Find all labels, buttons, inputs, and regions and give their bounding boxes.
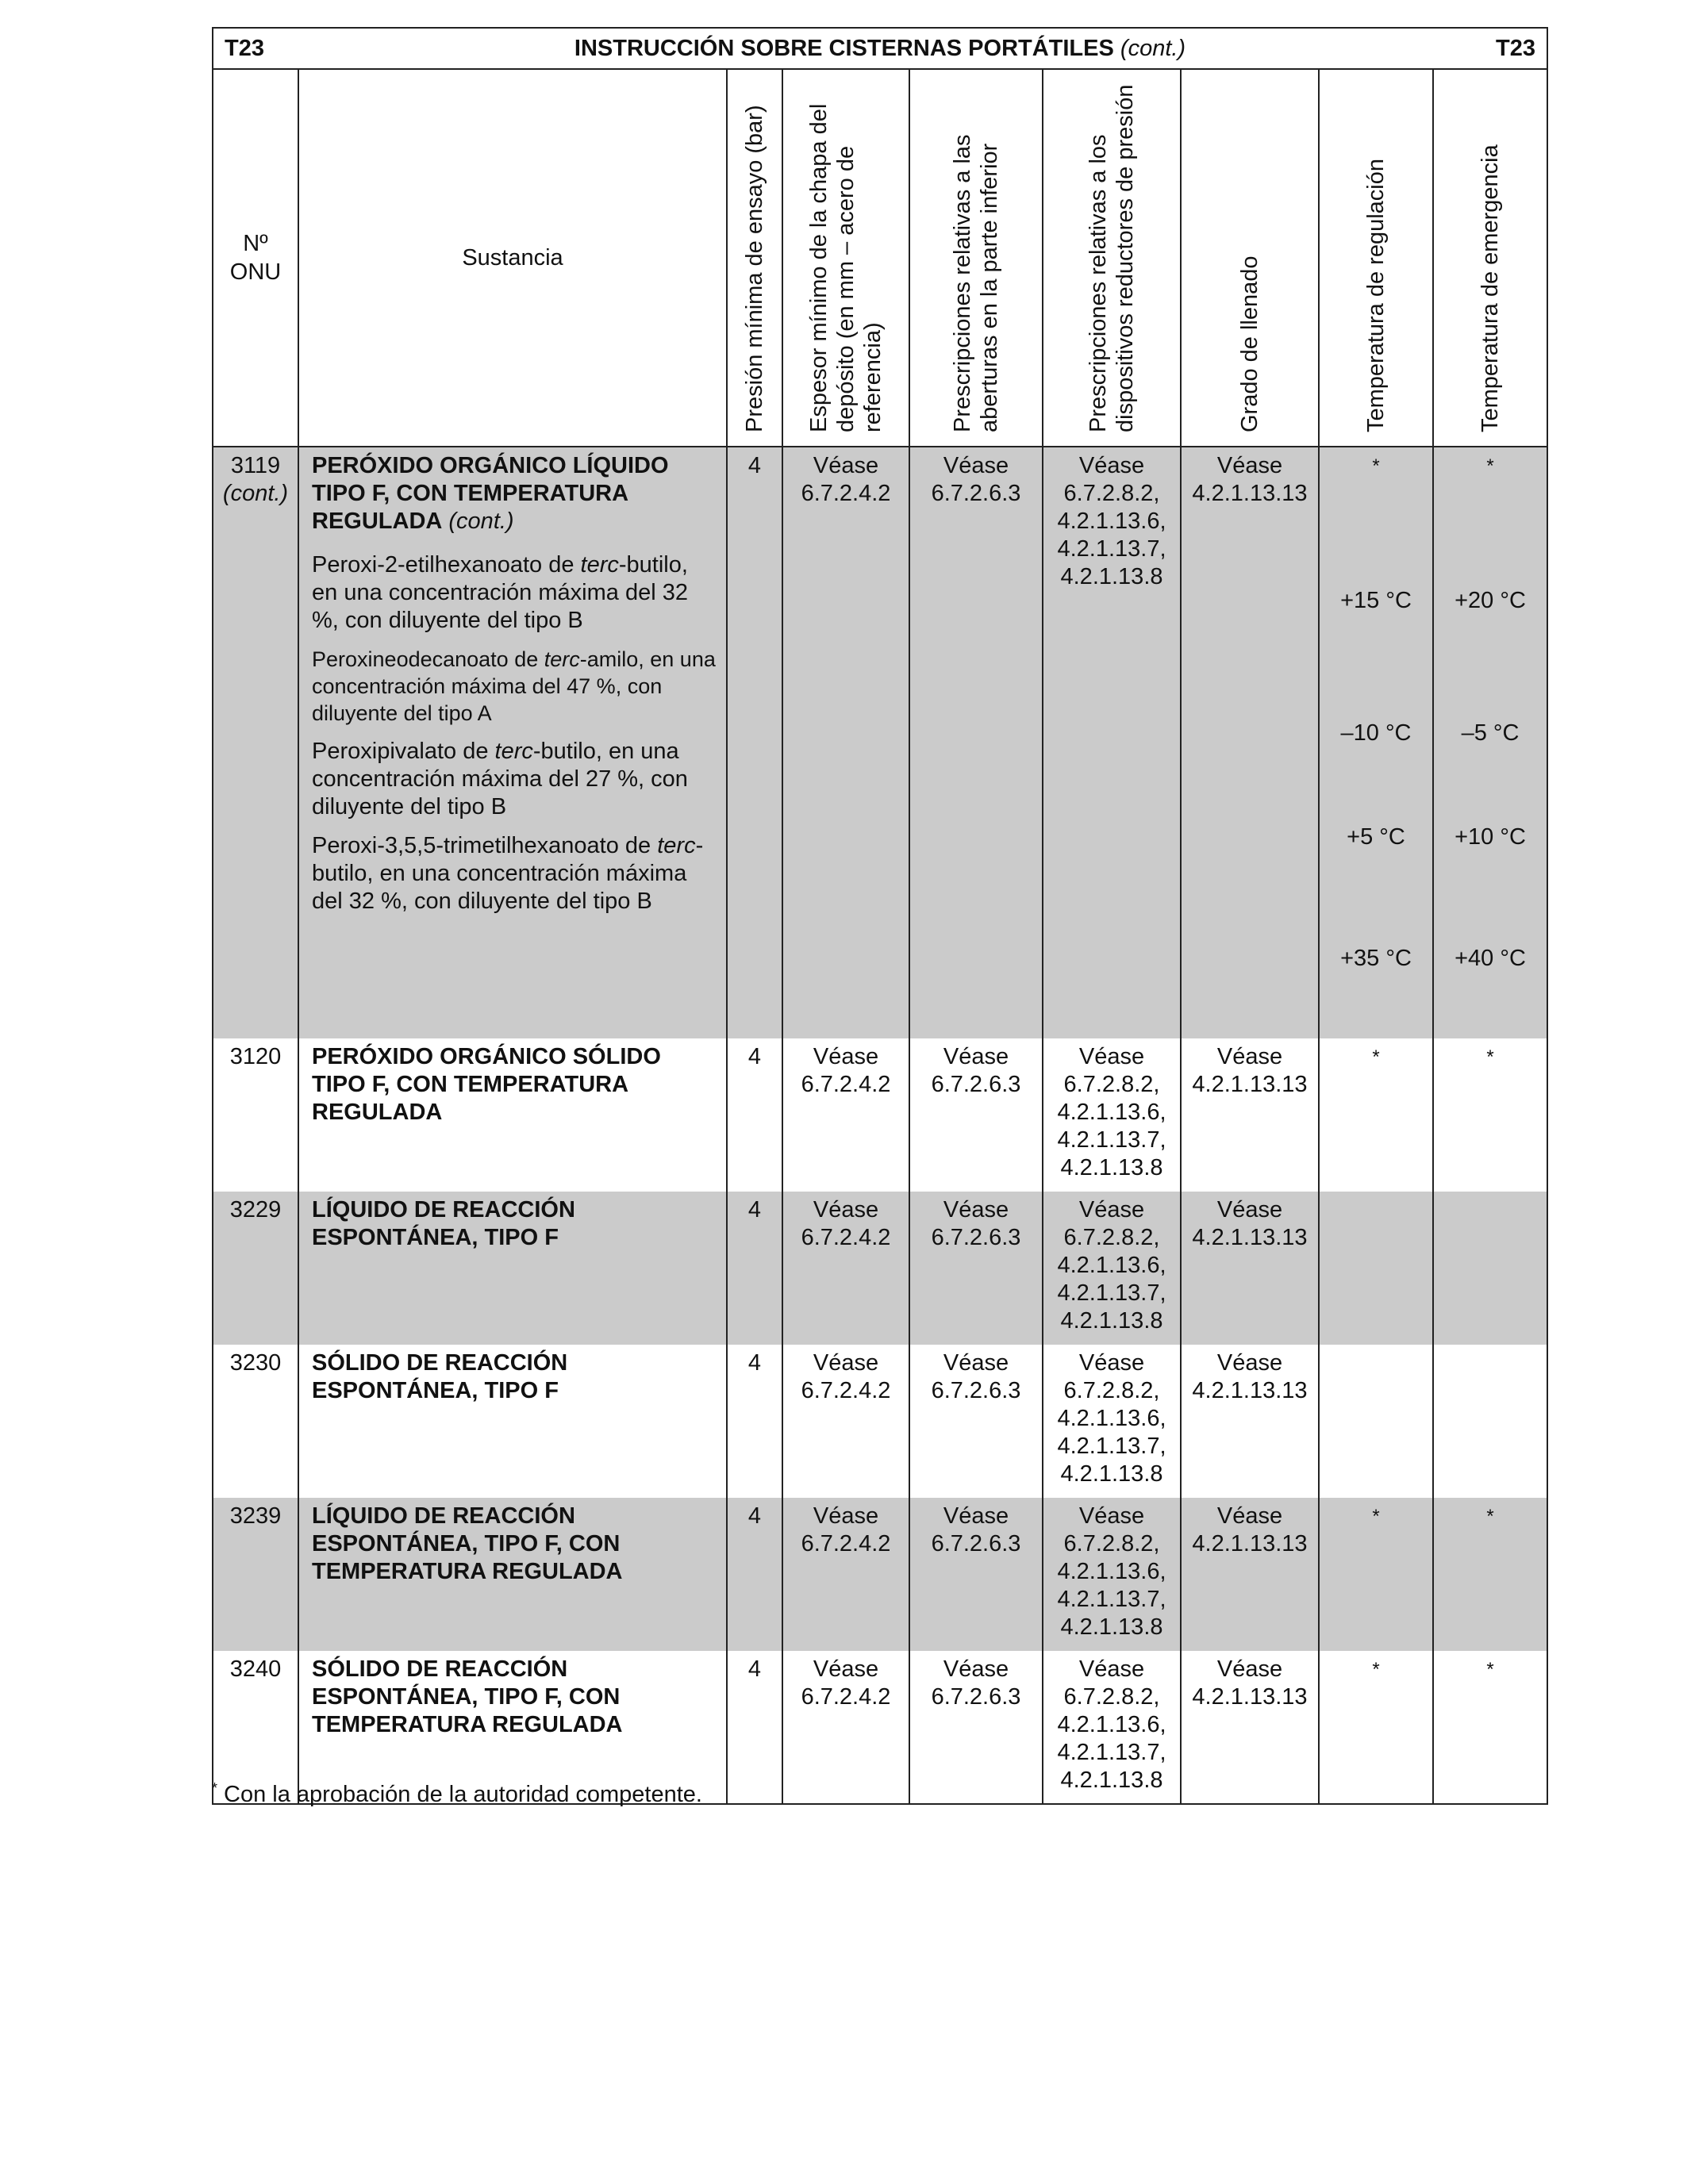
emergency-temp-sub: +10 °C [1455, 824, 1526, 850]
emergency-temp-cell [1433, 1192, 1547, 1345]
tank-instruction-table [212, 27, 1548, 1805]
thickness-cell: Véase 6.7.2.4.2 [782, 1498, 909, 1651]
header-thickness [782, 69, 909, 447]
table-title-cont: (cont.) [1120, 35, 1186, 61]
title-right-code: T23 [1496, 35, 1535, 61]
pressure-relief-cell: Véase 6.7.2.8.2, 4.2.1.13.6, 4.2.1.13.7, 4.2.1.13.8 [1043, 1498, 1181, 1651]
control-temp-cell [1319, 1498, 1433, 1651]
emergency-temp-main: * [1486, 1046, 1494, 1068]
filling-degree-cell: Véase 4.2.1.13.13 [1181, 1345, 1319, 1498]
table-title [575, 36, 1186, 62]
sub-entry: Peroxi-2-etilhexanoato de terc-butilo, en una concentración máxima del 32 %, con diluyente del tipo B [312, 552, 688, 633]
header-pressure [727, 69, 782, 447]
emergency-temp-sub: +20 °C [1455, 588, 1526, 613]
header-pressure-relief [1043, 69, 1181, 447]
header-un-line1: Nº [243, 231, 268, 256]
pressure-relief-cell: Véase 6.7.2.8.2, 4.2.1.13.6, 4.2.1.13.7, 4.2.1.13.8 [1043, 1345, 1181, 1498]
un-number: 3239 [229, 1503, 282, 1529]
control-temp-sub: –10 °C [1340, 720, 1412, 746]
table-row [213, 1192, 1547, 1345]
control-temp-main: * [1372, 1046, 1380, 1068]
un-number-cell [213, 1192, 298, 1345]
table-title-text: INSTRUCCIÓN SOBRE CISTERNAS PORTÁTILES [574, 35, 1114, 61]
substance-cell [298, 1498, 727, 1651]
bottom-openings-cell: Véase 6.7.2.6.3 [909, 1345, 1043, 1498]
un-number: 3229 [229, 1197, 282, 1223]
filling-degree-cell: Véase 4.2.1.13.13 [1181, 1498, 1319, 1651]
pressure-cell: 4 [727, 1498, 782, 1651]
header-bottom-openings [909, 69, 1043, 447]
substance-name: LÍQUIDO DE REACCIÓN ESPONTÁNEA, TIPO F [312, 1197, 575, 1250]
substance-name-cont: (cont.) [442, 509, 514, 534]
sub-entry: Peroxineodecanoato de terc-amilo, en una concentración máxima del 47 %, con diluyente del tipo A [312, 647, 716, 725]
sub-entry-italic: terc [544, 647, 580, 671]
emergency-temp-cell [1433, 1038, 1547, 1192]
table-row [213, 1498, 1547, 1651]
substance-cell [298, 1038, 727, 1192]
table-body [213, 447, 1547, 1804]
header-control-text: Temperatura de regulación [1363, 159, 1389, 432]
un-number: 3240 [229, 1656, 282, 1682]
substance-cell [298, 447, 727, 1038]
header-emergency-temp [1433, 69, 1547, 447]
substance-name: LÍQUIDO DE REACCIÓN ESPONTÁNEA, TIPO F, CON TEMPERATURA REGULADA [312, 1503, 623, 1584]
header-un-number [213, 69, 298, 447]
header-emergency-text: Temperatura de emergencia [1478, 144, 1503, 432]
header-substance: Sustancia [298, 69, 727, 447]
substance-name: SÓLIDO DE REACCIÓN ESPONTÁNEA, TIPO F [312, 1350, 568, 1403]
filling-degree-cell: Véase 4.2.1.13.13 [1181, 1651, 1319, 1804]
emergency-temp-main: * [1486, 1506, 1494, 1527]
pressure-relief-cell: Véase 6.7.2.8.2, 4.2.1.13.6, 4.2.1.13.7, 4.2.1.13.8 [1043, 1038, 1181, 1192]
header-thickness-text: Espesor mínimo de la chapa del depósito (en mm – acero de referencia) [806, 103, 886, 432]
control-temp-main: * [1372, 1659, 1380, 1680]
substance-name: PERÓXIDO ORGÁNICO SÓLIDO TIPO F, CON TEMPERATURA REGULADA [312, 1044, 661, 1125]
header-pressure-text: Presión mínima de ensayo (bar) [742, 105, 767, 432]
substance-name: SÓLIDO DE REACCIÓN ESPONTÁNEA, TIPO F, CON TEMPERATURA REGULADA [312, 1656, 623, 1737]
control-temp-cell [1319, 1345, 1433, 1498]
emergency-temp-cell [1433, 447, 1547, 1038]
emergency-temp-sub: –5 °C [1461, 720, 1520, 746]
un-number-cell [213, 1038, 298, 1192]
un-number: 3120 [229, 1044, 282, 1069]
substance-name: PERÓXIDO ORGÁNICO LÍQUIDO TIPO F, CON TEMPERATURA REGULADA (cont.) [312, 453, 669, 534]
bottom-openings-cell: Véase 6.7.2.6.3 [909, 447, 1043, 1038]
header-control-temp [1319, 69, 1433, 447]
header-bottom-text: Prescripciones relativas a las aberturas en la parte inferior [950, 134, 1002, 432]
control-temp-main: * [1372, 455, 1380, 477]
header-filling-degree [1181, 69, 1319, 447]
emergency-temp-cell [1433, 1498, 1547, 1651]
control-temp-cell [1319, 1038, 1433, 1192]
header-filling-text: Grado de llenado [1237, 255, 1262, 432]
footnote-mark: * [212, 1780, 218, 1796]
footnote [212, 1782, 702, 1808]
filling-degree-cell: Véase 4.2.1.13.13 [1181, 1192, 1319, 1345]
table-row [213, 447, 1547, 1038]
pressure-cell: 4 [727, 1038, 782, 1192]
bottom-openings-cell: Véase 6.7.2.6.3 [909, 1651, 1043, 1804]
table-row [213, 1345, 1547, 1498]
title-left-code: T23 [225, 35, 264, 61]
table-row [213, 1038, 1547, 1192]
substance-cell [298, 1345, 727, 1498]
control-temp-cell [1319, 447, 1433, 1038]
header-un-line2: ONU [229, 259, 282, 285]
control-temp-sub: +5 °C [1347, 824, 1405, 850]
control-temp-sub: +35 °C [1340, 946, 1412, 971]
control-temp-sub: +15 °C [1340, 588, 1412, 613]
thickness-cell: Véase 6.7.2.4.2 [782, 1192, 909, 1345]
pressure-relief-cell: Véase 6.7.2.8.2, 4.2.1.13.6, 4.2.1.13.7, 4.2.1.13.8 [1043, 1651, 1181, 1804]
thickness-cell: Véase 6.7.2.4.2 [782, 1345, 909, 1498]
pressure-cell: 4 [727, 1192, 782, 1345]
control-temp-main: * [1372, 1506, 1380, 1527]
pressure-relief-cell: Véase 6.7.2.8.2, 4.2.1.13.6, 4.2.1.13.7, 4.2.1.13.8 [1043, 447, 1181, 1038]
document-page [212, 27, 1547, 1805]
footnote-text: Con la aprobación de la autoridad competente. [224, 1782, 702, 1807]
sub-entry: Peroxi-3,5,5-trimetilhexanoato de terc-butilo, en una concentración máxima del 32 %, con diluyente del tipo B [312, 833, 704, 914]
sub-entry: Peroxipivalato de terc-butilo, en una concentración máxima del 27 %, con diluyente del tipo B [312, 739, 688, 819]
sub-entry-italic: terc [657, 833, 696, 858]
pressure-cell: 4 [727, 1345, 782, 1498]
filling-degree-cell: Véase 4.2.1.13.13 [1181, 1038, 1319, 1192]
un-number-cont: (cont.) [222, 481, 289, 506]
emergency-temp-main: * [1486, 455, 1494, 477]
thickness-cell: Véase 6.7.2.4.2 [782, 1651, 909, 1804]
sub-entry-italic: terc [580, 552, 619, 578]
pressure-cell: 4 [727, 1651, 782, 1804]
un-number: 3119 [230, 453, 281, 478]
thickness-cell: Véase 6.7.2.4.2 [782, 447, 909, 1038]
control-temp-cell [1319, 1192, 1433, 1345]
table-title-row [213, 28, 1547, 69]
pressure-cell: 4 [727, 447, 782, 1038]
bottom-openings-cell: Véase 6.7.2.6.3 [909, 1192, 1043, 1345]
header-relief-text: Prescripciones relativas a los dispositivos reductores de presión [1086, 84, 1138, 432]
emergency-temp-cell [1433, 1345, 1547, 1498]
substance-cell [298, 1192, 727, 1345]
pressure-relief-cell: Véase 6.7.2.8.2, 4.2.1.13.6, 4.2.1.13.7, 4.2.1.13.8 [1043, 1192, 1181, 1345]
sub-entry-italic: terc [494, 739, 533, 764]
bottom-openings-cell: Véase 6.7.2.6.3 [909, 1038, 1043, 1192]
un-number-cell [213, 447, 298, 1038]
bottom-openings-cell: Véase 6.7.2.6.3 [909, 1498, 1043, 1651]
emergency-temp-main: * [1486, 1659, 1494, 1680]
emergency-temp-cell [1433, 1651, 1547, 1804]
emergency-temp-sub: +40 °C [1455, 946, 1526, 971]
un-number-cell [213, 1345, 298, 1498]
un-number-cell [213, 1498, 298, 1651]
filling-degree-cell: Véase 4.2.1.13.13 [1181, 447, 1319, 1038]
thickness-cell: Véase 6.7.2.4.2 [782, 1038, 909, 1192]
un-number: 3230 [229, 1350, 282, 1376]
control-temp-cell [1319, 1651, 1433, 1804]
column-header-row [213, 69, 1547, 447]
